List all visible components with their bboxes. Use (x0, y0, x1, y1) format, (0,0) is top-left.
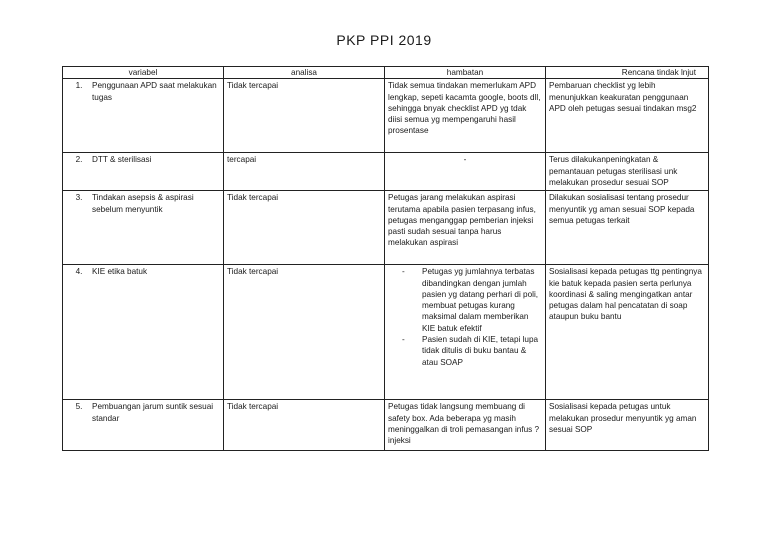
cell-analisa: Tidak tercapai (224, 191, 385, 265)
cell-analisa: tercapai (224, 153, 385, 191)
list-item: - Petugas yg jumlahnya terbatas dibandingkan dengan jumlah pasien yg datang perhari di poli, membuat petugas kurang maksimal dalam memberikan KIE batuk efektif (396, 266, 542, 334)
header-hambatan: hambatan (385, 67, 546, 79)
cell-analisa: Tidak tercapai (224, 265, 385, 400)
page-title: PKP PPI 2019 (336, 32, 432, 48)
cell-variabel (63, 153, 224, 191)
cell-rencana: Dilakukan sosialisasi tentang prosedur menyuntik yg aman sesuai SOP kepada semua petugas terkait (546, 191, 709, 265)
row-number: 1. (75, 81, 83, 91)
cell-rencana: Sosialisasi kepada petugas untuk melakukan prosedur menyuntik yg aman sesuai SOP (546, 400, 709, 451)
cell-hambatan (385, 265, 546, 400)
variabel-text: Tindakan asepsis & aspirasi sebelum menyuntik (92, 193, 194, 214)
ppi-table (62, 66, 709, 451)
cell-variabel (63, 400, 224, 451)
cell-variabel (63, 191, 224, 265)
header-row (63, 67, 709, 79)
row-number: 5. (75, 402, 83, 412)
header-rencana: Rencana tindak lnjut (546, 67, 709, 79)
table-row (63, 400, 709, 451)
variabel-text: Pembuangan jarum suntik sesuai standar (92, 402, 214, 423)
cell-rencana: Terus dilakukanpeningkatan & pemantauan petugas sterilisasi unk melakukan prosedur sesuai SOP (546, 153, 709, 191)
cell-rencana: Sosialisasi kepada petugas ttg pentingnya kie batuk kepada pasien serta perlunya koordinasi & saling mengingatkan antar petugas dalam hal pencatatan di soap ataupun buku bantu (546, 265, 709, 400)
hambatan-list (388, 266, 542, 368)
header-variabel: variabel (63, 67, 224, 79)
list-item: - Pasien sudah di KIE, tetapi lupa tidak ditulis di buku bantau & atau SOAP (396, 334, 542, 368)
cell-variabel (63, 79, 224, 153)
cell-analisa: Tidak tercapai (224, 400, 385, 451)
row-number: 4. (75, 267, 83, 277)
variabel-text: KIE etika batuk (92, 267, 148, 277)
cell-hambatan: - (385, 153, 546, 191)
cell-analisa: Tidak tercapai (224, 79, 385, 153)
row-number: 2. (75, 155, 83, 165)
cell-hambatan: Tidak semua tindakan memerlukam APD lengkap, sepeti kacamta google, boots dll, sehingga bnyak checklist APD yg tdak diisi semua yg mempengaruhi hasil prosentase (385, 79, 546, 153)
row-number: 3. (75, 193, 83, 203)
variabel-text: DTT & sterilisasi (92, 155, 152, 165)
table-row (63, 265, 709, 400)
variabel-text: Penggunaan APD saat melakukan tugas (92, 81, 217, 102)
cell-variabel (63, 265, 224, 400)
table-row (63, 79, 709, 153)
cell-rencana: Pembaruan checklist yg lebih menunjukkan keakuratan penggunaan APD oleh petugas sesuai tindakan msg2 (546, 79, 709, 153)
cell-hambatan: Petugas jarang melakukan aspirasi terutama apabila pasien terpasang infus, petugas menganggap pemberian injeksi pasti sudah sesuai tanpa harus melakukan aspirasi (385, 191, 546, 265)
cell-hambatan: Petugas tidak langsung membuang di safety box. Ada beberapa yg masih meninggalkan di troli pemasangan infus ?injeksi (385, 400, 546, 451)
table-row (63, 153, 709, 191)
header-analisa: analisa (224, 67, 385, 79)
table-row (63, 191, 709, 265)
